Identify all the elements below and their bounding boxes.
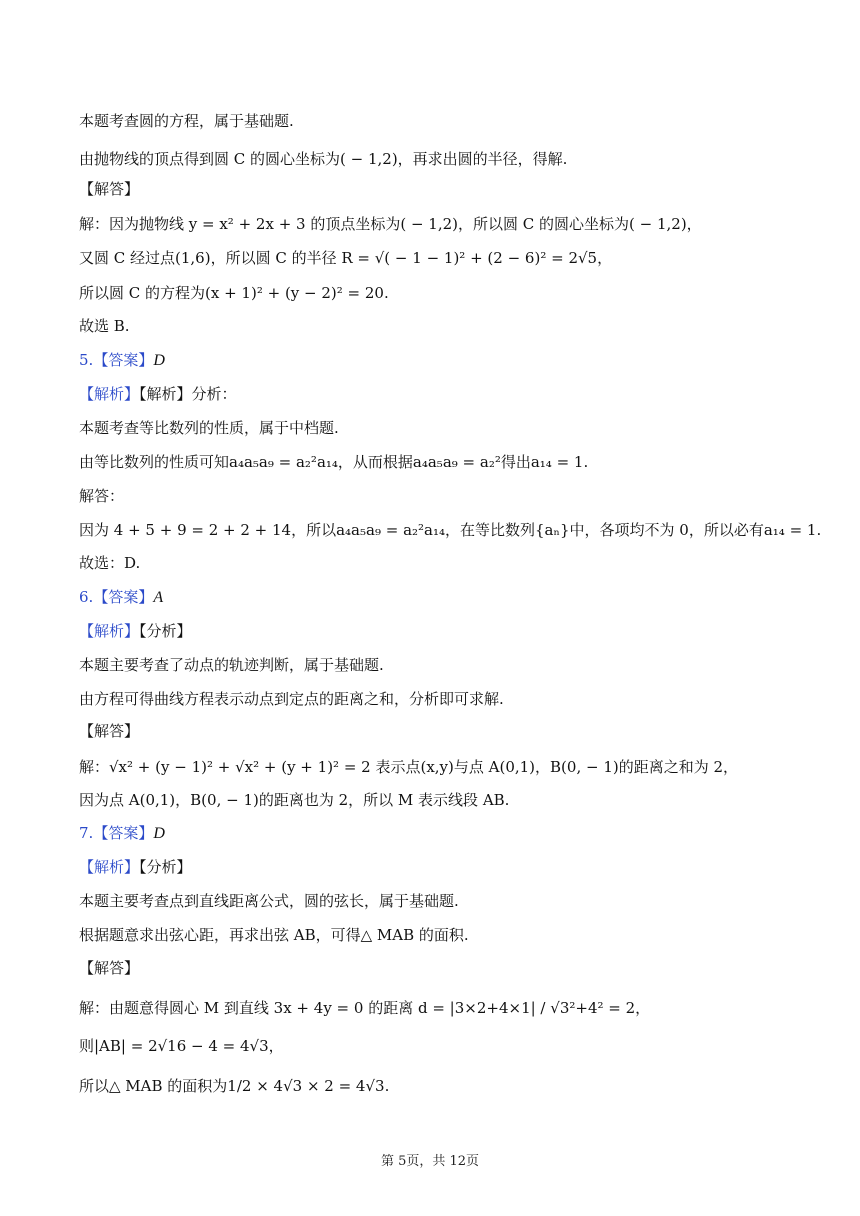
section-heading: 【解答】 [79,180,140,198]
section-heading: 【解答】 [79,722,140,740]
analysis-tag: 【解析】 [79,858,140,876]
answer-tag: 【答案】 [93,588,154,606]
text-line: 故选 B. [79,317,130,335]
answer-line-6 [79,587,163,608]
question-number: 7. [79,824,94,842]
text-line: 解：因为抛物线 y = x² + 2x + 3 的顶点坐标为( − 1,2)，所以圆 C 的圆心坐标为( − 1,2)， [79,215,702,233]
answer-tag: 【答案】 [93,824,154,842]
analysis-line [79,621,192,641]
text-line: 由方程可得曲线方程表示动点到定点的距离之和，分析即可求解. [79,690,504,708]
text-line: 由抛物线的顶点得到圆 C 的圆心坐标为( − 1,2)，再求出圆的半径，得解. [79,150,568,168]
text-line: 又圆 C 经过点(1,6)，所以圆 C 的半径 R = √( − 1 − 1)² + (2 − 6)² = 2√5， [79,249,613,267]
analysis-line [79,857,192,877]
text-line: 故选：D. [79,554,141,572]
text-line: 本题主要考查了动点的轨迹判断，属于基础题. [79,656,384,674]
text-line: 因为 4 + 5 + 9 = 2 + 2 + 14，所以a₄a₅a₉ = a₂²a₁₄，在等比数列{aₙ}中，各项均不为 0，所以必有a₁₄ = 1. [79,521,822,539]
answer-line-5 [79,350,165,371]
text-line: 根据题意求出弦心距，再求出弦 AB，可得△ MAB 的面积. [79,926,469,944]
text-line: 解答： [79,487,125,505]
text-line: 则|AB| = 2√16 − 4 = 4√3， [79,1037,284,1055]
analysis-line [79,384,237,404]
question-number: 5. [79,351,94,369]
text-line: 所以△ MAB 的面积为1/2 × 4√3 × 2 = 4√3. [79,1077,390,1095]
answer-tag: 【答案】 [93,351,154,369]
text-line: 本题考查等比数列的性质，属于中档题. [79,419,339,437]
text-line: 解：√x² + (y − 1)² + √x² + (y + 1)² = 2 表示点(x,y)与点 A(0,1)，B(0, − 1)的距离之和为 2， [79,758,739,776]
text-line: 所以圆 C 的方程为(x + 1)² + (y − 2)² = 20. [79,284,389,302]
text-line: 由等比数列的性质可知a₄a₅a₉ = a₂²a₁₄，从而根据a₄a₅a₉ = a₂²得出a₁₄ = 1. [79,453,589,471]
analysis-tag: 【解析】 [79,385,140,403]
text-line: 本题考查圆的方程，属于基础题. [79,112,294,130]
question-number: 6. [79,588,94,606]
analysis-tag: 【解析】 [79,622,140,640]
analysis-label: 【解析】分析： [139,385,237,403]
analysis-label: 【分析】 [139,622,192,640]
section-heading: 【解答】 [79,959,140,977]
page-footer: 第 5页，共 12页 [380,1154,480,1169]
text-line: 解：由题意得圆心 M 到直线 3x + 4y = 0 的距离 d = |3×2+4×1| / √3²+4² = 2， [79,999,651,1017]
answer-value: D [153,825,165,842]
analysis-label: 【分析】 [139,858,192,876]
text-line: 本题主要考查点到直线距离公式，圆的弦长，属于基础题. [79,892,459,910]
answer-value: D [153,352,165,369]
text-line: 因为点 A(0,1)，B(0, − 1)的距离也为 2，所以 M 表示线段 AB. [79,791,510,809]
answer-value: A [153,589,164,606]
answer-line-7 [79,823,165,844]
